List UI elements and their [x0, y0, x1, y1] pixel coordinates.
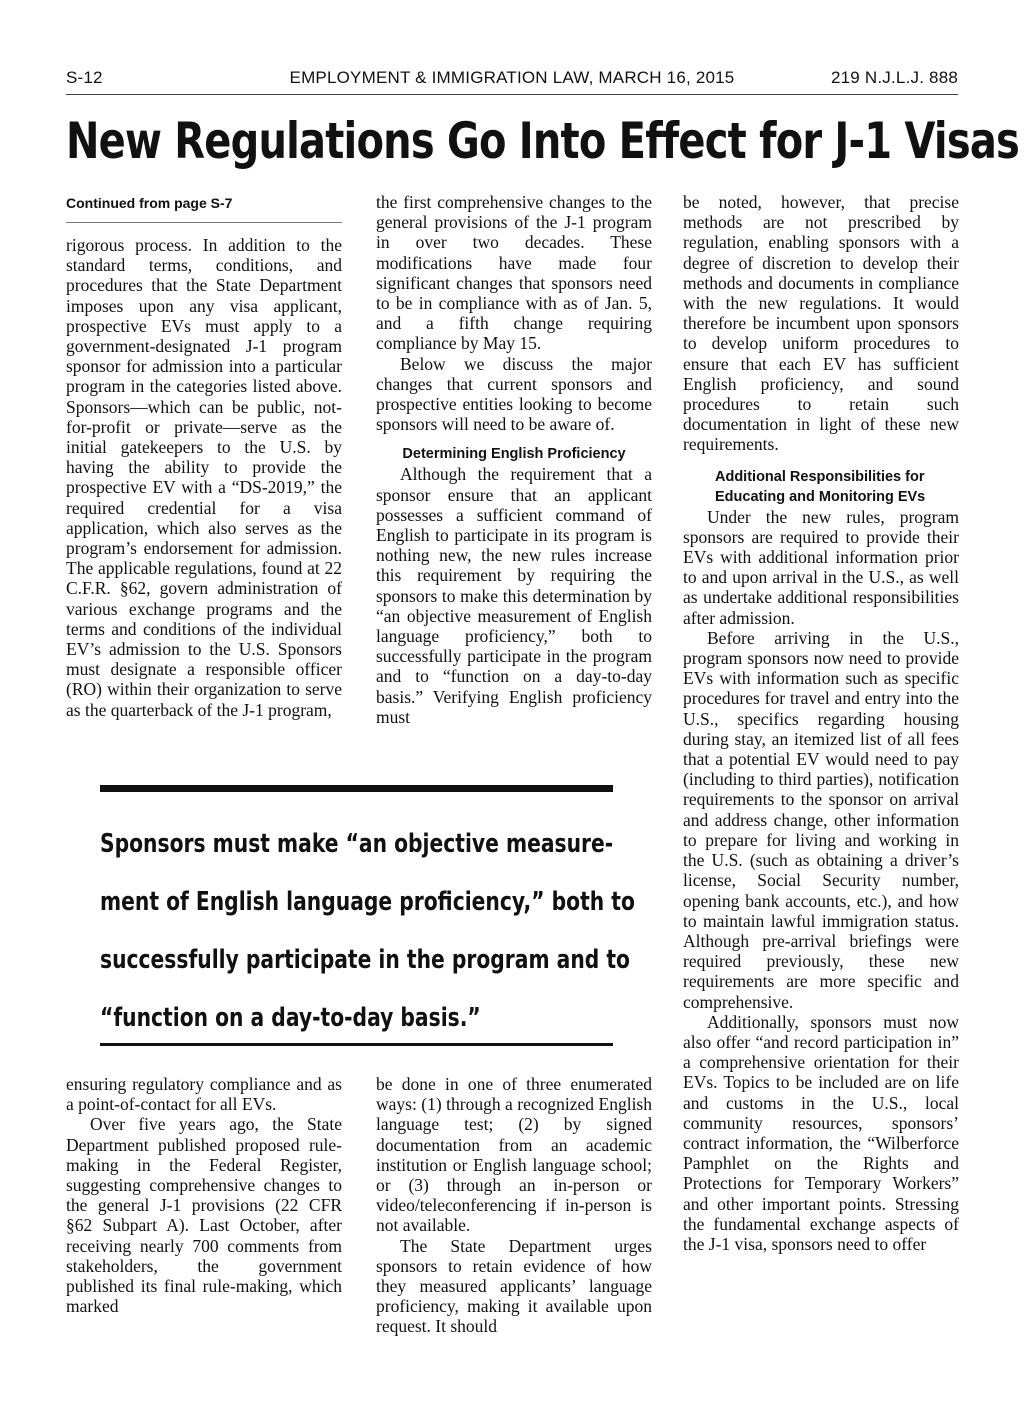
paragraph: Below we discuss the major changes that current sponsors and prospective entities looking to become sponsors will need to be aware of. — [376, 353, 652, 435]
paragraph: Under the new rules, program sponsors are required to provide their EVs with additional information prior to and upon arrival in the U.S., as well as undertake additional responsibilities after admission. — [683, 506, 959, 628]
column-2-bottom — [376, 1074, 652, 1337]
citation: 219 N.J.L.J. 888 — [831, 68, 958, 87]
section-heading: Determining English Proficiency — [402, 446, 626, 463]
pull-quote-bottom-rule — [100, 1043, 613, 1046]
paragraph: Over five years ago, the State Department published proposed rule-making in the Federal Register, suggesting comprehensive changes to the general J-1 provisions (22 CFR §62 Subpart A). Last October, after receiving nearly 700 comments from stakeholders, the government published its final rule-making, which marked — [66, 1114, 342, 1317]
column-1-top — [66, 190, 342, 720]
paragraph: be done in one of three enumerated ways: (1) through a recognized English language test; (2) by signed documentation from an academic institution or English language school; or (3) through an in-person or video/teleconferencing if in-person is not available. — [376, 1074, 652, 1236]
paragraph: Before arriving in the U.S., program sponsors now need to provide EVs with information such as specific procedures for travel and entry into the U.S., specifics regarding housing during stay, an itemized list of all fees that a potential EV would need to pay (including to third parties), notification requirements to the sponsor on arrival and address change, other information to prepare for living and working in the U.S. (such as obtaining a driver’s license, Social Security number, opening bank accounts, etc.), and how to maintain lawful immigration status. Although pre-arrival briefings were required previously, these new requirements are more specific and comprehensive. — [683, 627, 959, 1012]
column-2-top — [376, 192, 652, 727]
paragraph: be noted, however, that precise methods are not prescribed by regulation, enabling sponsors with a degree of discretion to develop their methods and documents in compliance with the new regulations. It would therefore be incumbent upon sponsors to develop uniform procedures to ensure that each EV has sufficient English proficiency, and sound procedures to retain such documentation in light of these new requirements. — [683, 192, 959, 455]
paragraph: ensuring regulatory compliance and as a point-of-contact for all EVs. — [66, 1074, 342, 1115]
page-number: S-12 — [66, 68, 103, 87]
pull-quote-top-rule — [100, 785, 613, 792]
paragraph: rigorous process. In addition to the standard terms, conditions, and procedures that the State Department imposes upon any visa applicant, prospective EVs must apply to a government-designated J-1 program sponsor for admission into a particular program in the categories listed above. Sponsors—which can be public, not-for-profit or private—serve as the initial gatekeepers to the U.S. by having the ability to provide the prospective EV with a “DS-2019,” the required credential for a visa application, which also serves as the program’s endorsement for admission. The applicable regulations, found at 22 C.F.R. §62, govern administration of various exchange programs and the terms and conditions of the individual EV’s admission to the U.S. Sponsors must designate a responsible officer (RO) within their organization to serve as the quarterback of the J-1 program, — [66, 235, 342, 720]
paragraph: the first comprehensive changes to the general provisions of the J-1 program in over two decades. These modifications have made four significant changes that sponsors need to be in compliance with as of Jan. 5, and a fifth change requiring compliance by May 15. — [376, 192, 652, 354]
paragraph: The State Department urges sponsors to retain evidence of how they measured applicants’ language proficiency, making it available upon request. It should — [376, 1235, 652, 1337]
page-header — [66, 68, 958, 95]
column-1-bottom — [66, 1074, 342, 1316]
pull-quote: Sponsors must make “an objective measure- ment of English language proficiency,” both to successfully participate in the program and to “function on a day-to-day basis.” — [100, 829, 635, 1033]
paragraph: Although the requirement that a sponsor ensure that an applicant possesses a sufficient command of English to participate in its program is nothing new, the new rules increase this requirement by requiring the sponsors to make this determination by “an objective measurement of English language proficiency,” both to successfully participate in the program and to “function on a day-to-day basis.” Verifying English proficiency must — [376, 464, 652, 727]
paragraph: Additionally, sponsors must now also offer “and record participation in” a comprehensive orientation for their EVs. Topics to be included are on life and customs in the U.S., local community resources, sponsors’ contract information, the “Wilberforce Pamphlet on the Rights and Protections for Temporary Workers” and other important points. Stressing the fundamental exchange aspects of the J-1 visa, sponsors need to offer — [683, 1011, 959, 1254]
section-heading: Additional Responsibilities for Educating and Monitoring EVs — [715, 468, 926, 505]
continued-note: Continued from page S-7 — [66, 194, 342, 223]
publication-line: EMPLOYMENT & IMMIGRATION LAW, MARCH 16, 2015 — [289, 68, 735, 87]
column-3 — [683, 192, 959, 1254]
article-title: New Regulations Go Into Effect for J-1 Visas — [66, 112, 1020, 170]
